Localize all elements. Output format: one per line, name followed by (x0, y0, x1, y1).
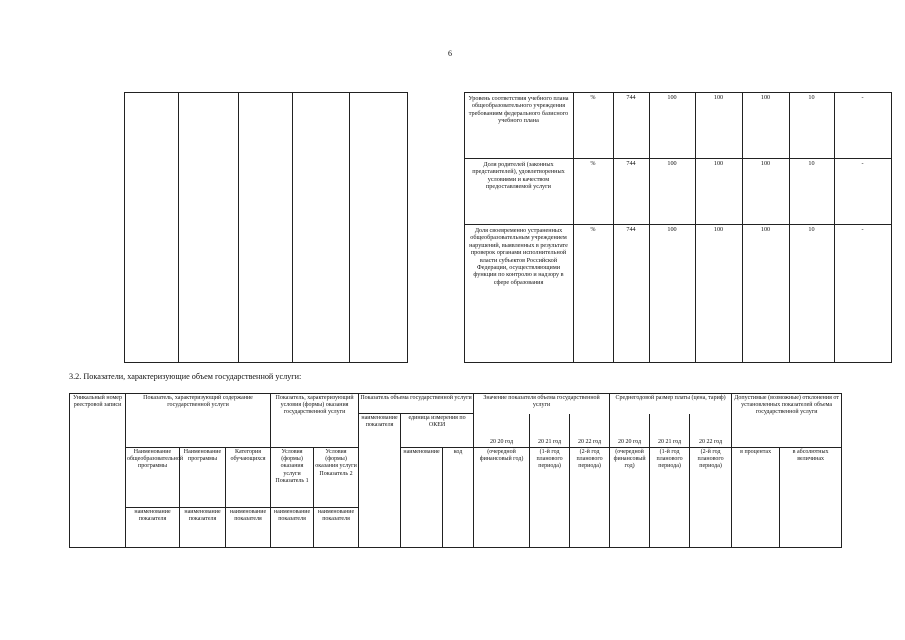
conditions-header: Показатель, характеризующий условия (формы) оказания государственной услуги (271, 394, 359, 448)
name-label-cell: наименование показателя (126, 508, 180, 548)
value-cell: 100 (695, 93, 742, 159)
page-number: 6 (448, 49, 452, 58)
empty-cell (69, 225, 124, 363)
name-label-cell: наименование показателя (314, 508, 359, 548)
unique-number-header: Уникальный номер реестровой записи (70, 394, 126, 548)
unit-header: единица измерения по ОКЕИ (401, 414, 474, 448)
empty-cell (407, 93, 464, 159)
percent-header: в процентах (732, 448, 780, 548)
value-cell: 100 (695, 225, 742, 363)
volume-indicators-table (69, 393, 842, 548)
unit-cell: % (573, 159, 613, 225)
allowed-deviation-header: Допустимые (возможные) отклонения от установленных показателей объема государственной услуги (732, 394, 842, 448)
value-header: Значение показателя объема государственной услуги (474, 394, 610, 414)
sub-condition-2: Условия (формы) оказания услуги Показатель 2 (314, 448, 359, 508)
value-cell: 100 (649, 225, 695, 363)
empty-cell (238, 93, 292, 363)
year-cell: 20 20 год (610, 414, 650, 448)
sub-content-3: Категория обучающихся (226, 448, 271, 508)
value-cell: 100 (742, 159, 789, 225)
empty-cell (69, 159, 124, 225)
indicator-name: Доля своевременно устраненных общеобразовательным учреждением нарушений, выявленных в результате проверок органами исполнительной власти субъектов Российской Федерации, осуществляющими функции по контролю и надзору в сфере образования (464, 225, 573, 363)
indicator-name: Доля родителей (законных представителей), удовлетворенных условиями и качеством предоставляемой услуги (464, 159, 573, 225)
empty-cell (69, 93, 124, 159)
quality-indicators-table (69, 92, 892, 363)
indicator-name: Уровень соответствия учебного плана общеобразовательного учреждения требованиям федерального базисного учебного плана (464, 93, 573, 159)
sub-content-1: Наименование общеобразовательной программы (126, 448, 180, 508)
indicator-name-header: наименование показателя (359, 414, 401, 548)
code-cell: 744 (613, 159, 649, 225)
name-label-cell: наименование показателя (271, 508, 314, 548)
name-label-cell: наименование показателя (226, 508, 271, 548)
value-cell: 10 (789, 93, 834, 159)
period-cell: (1-й год планового периода) (650, 448, 690, 548)
value-cell: 100 (649, 93, 695, 159)
year-cell: 20 22 год (570, 414, 610, 448)
code-cell: 744 (613, 225, 649, 363)
empty-cell (349, 93, 407, 363)
value-cell: 100 (695, 159, 742, 225)
value-cell: - (834, 93, 891, 159)
value-cell: 10 (789, 159, 834, 225)
empty-cell (124, 93, 178, 363)
section-title: 3.2. Показатели, характеризующие объем государственной услуги: (69, 372, 302, 381)
value-cell: 100 (649, 159, 695, 225)
absolute-header: в абсолютных величинах (780, 448, 842, 548)
value-cell: 100 (742, 93, 789, 159)
name-label-cell: наименование показателя (180, 508, 226, 548)
unit-code-header: код (443, 448, 474, 548)
header-row (70, 394, 842, 414)
empty-cell (178, 93, 238, 363)
year-cell: 20 21 год (530, 414, 570, 448)
code-cell: 744 (613, 93, 649, 159)
period-cell: (очередной финансовый год) (474, 448, 530, 548)
period-cell: (2-й год планового периода) (690, 448, 732, 548)
year-cell: 20 22 год (690, 414, 732, 448)
year-cell: 20 20 год (474, 414, 530, 448)
sub-condition-1: Условия (формы) оказания услуги Показатель 1 (271, 448, 314, 508)
period-cell: (2-й год планового периода) (570, 448, 610, 548)
price-header: Среднегодовой размер платы (цена, тариф) (610, 394, 732, 414)
value-cell: 100 (742, 225, 789, 363)
empty-cell (292, 93, 349, 363)
volume-header: Показатель объема государственной услуги (359, 394, 474, 414)
unit-name-header: наименование (401, 448, 443, 548)
value-cell: - (834, 159, 891, 225)
value-cell: - (834, 225, 891, 363)
period-cell: (очередной финансовый год) (610, 448, 650, 548)
sub-content-2: Наименование программы (180, 448, 226, 508)
year-cell: 20 21 год (650, 414, 690, 448)
content-header: Показатель, характеризующий содержание государственной услуги (126, 394, 271, 448)
table-row (69, 93, 891, 159)
empty-cell (407, 225, 464, 363)
header-row (70, 448, 842, 508)
unit-cell: % (573, 93, 613, 159)
empty-cell (407, 159, 464, 225)
unit-cell: % (573, 225, 613, 363)
value-cell: 10 (789, 225, 834, 363)
period-cell: (1-й год планового периода) (530, 448, 570, 548)
